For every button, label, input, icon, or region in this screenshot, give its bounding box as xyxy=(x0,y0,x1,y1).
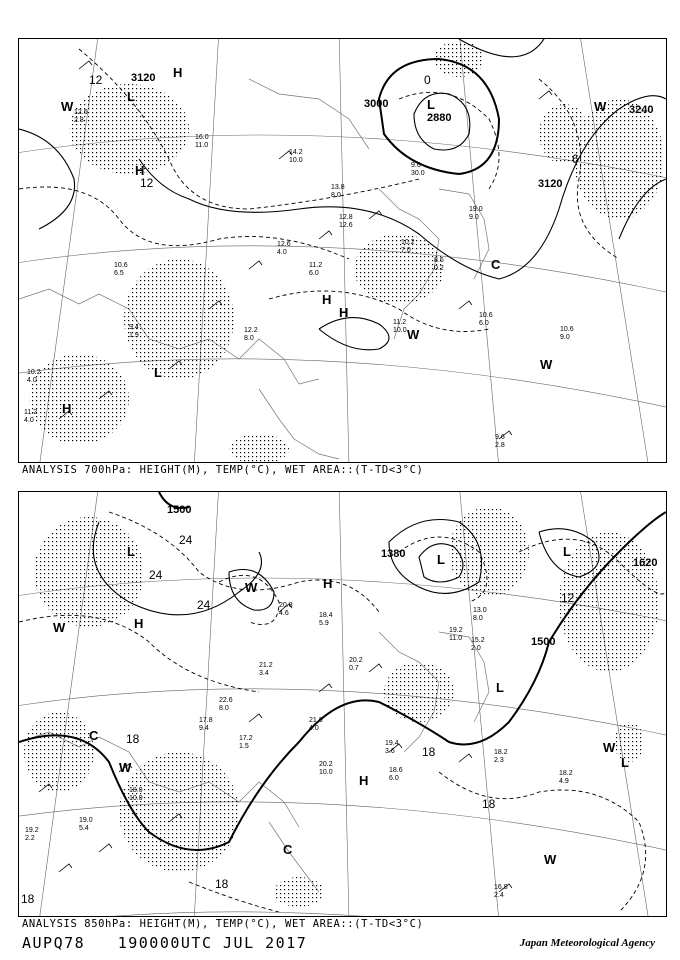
pressure-center-mark: C xyxy=(283,842,293,857)
obs-temp: 12.8 xyxy=(339,214,353,221)
obs-dewpoint-dep: 0.7 xyxy=(349,665,359,672)
height-label: 3000 xyxy=(364,98,389,110)
pressure-center-mark: W xyxy=(407,327,420,342)
obs-temp: 8.6 xyxy=(434,257,444,264)
temp-label: 12 xyxy=(561,591,575,605)
station-obs-group xyxy=(25,602,573,899)
obs-dewpoint-dep: 8.0 xyxy=(473,615,483,622)
obs-dewpoint-dep: 4.9 xyxy=(559,778,569,785)
obs-dewpoint-dep: 6.0 xyxy=(479,320,489,327)
pressure-center-mark: W xyxy=(53,620,66,635)
obs-dewpoint-dep: 9.4 xyxy=(199,725,209,732)
height-label: 3120 xyxy=(538,178,563,190)
obs-temp: 12.6 xyxy=(74,109,88,116)
pressure-center-mark: W xyxy=(544,852,557,867)
height-label: 1500 xyxy=(167,504,192,516)
height-label: 2880 xyxy=(427,112,452,124)
obs-dewpoint-dep: 2.2 xyxy=(25,835,35,842)
obs-temp: 17.2 xyxy=(239,735,253,742)
temp-label: 18 xyxy=(422,745,436,759)
pressure-center-mark: H xyxy=(135,163,145,178)
wet-areas xyxy=(29,41,664,462)
obs-temp: 20.2 xyxy=(349,657,363,664)
pressure-center-mark: C xyxy=(491,257,501,272)
obs-temp: 9.4 xyxy=(129,324,139,331)
obs-temp: 19.2 xyxy=(25,827,39,834)
temp-label: 12 xyxy=(140,176,154,190)
temp-label: 12 xyxy=(89,73,103,87)
obs-dewpoint-dep: 2.3 xyxy=(494,757,504,764)
obs-temp: 22.6 xyxy=(219,697,233,704)
obs-dewpoint-dep: 1.5 xyxy=(239,743,249,750)
obs-dewpoint-dep: 2.8 xyxy=(74,117,84,124)
obs-dewpoint-dep: 3.6 xyxy=(385,748,395,755)
pressure-center-mark: L xyxy=(621,755,629,770)
obs-dewpoint-dep: 5.4 xyxy=(79,825,89,832)
obs-dewpoint-dep: 0.2 xyxy=(434,265,444,272)
pressure-center-mark: L xyxy=(427,97,435,112)
obs-temp: 9.6 xyxy=(495,434,505,441)
pressure-center-mark: W xyxy=(603,740,616,755)
obs-temp: 11.2 xyxy=(309,262,323,269)
obs-temp: 13.8 xyxy=(331,184,345,191)
obs-dewpoint-dep: 11.0 xyxy=(195,142,209,149)
obs-temp: 21.6 xyxy=(309,717,323,724)
obs-dewpoint-dep: 4.6 xyxy=(279,610,289,617)
obs-dewpoint-dep: 10.0 xyxy=(129,795,143,802)
obs-temp: 10.2 xyxy=(27,369,41,376)
pressure-center-mark: L xyxy=(127,89,135,104)
obs-dewpoint-dep: 8.0 xyxy=(244,335,254,342)
pressure-center-mark: W xyxy=(540,357,553,372)
obs-temp: 18.2 xyxy=(559,770,573,777)
chart-700hpa xyxy=(18,38,667,463)
height-label: 1620 xyxy=(633,557,658,569)
pressure-center-mark: C xyxy=(89,728,99,743)
obs-temp: 19.2 xyxy=(449,627,463,634)
obs-dewpoint-dep: 4.0 xyxy=(309,725,319,732)
temp-label: 0 xyxy=(424,73,431,87)
obs-temp: 18.6 xyxy=(389,767,403,774)
obs-temp: 11.2 xyxy=(393,319,407,326)
obs-temp: 13.0 xyxy=(473,607,487,614)
obs-dewpoint-dep: 10.0 xyxy=(319,769,333,776)
obs-temp: 20.2 xyxy=(319,761,333,768)
obs-temp: 19.4 xyxy=(385,740,399,747)
obs-dewpoint-dep: 3.4 xyxy=(259,670,269,677)
obs-temp: 16.8 xyxy=(494,884,508,891)
height-label: 3240 xyxy=(629,104,654,116)
bulletin-code: AUPQ78 xyxy=(22,934,86,952)
obs-temp: 12.6 xyxy=(277,241,291,248)
chart-700-caption: ANALYSIS 700hPa: HEIGHT(M), TEMP(°C), WET AREA::(T-TD<3°C) xyxy=(22,464,424,476)
height-label: 3120 xyxy=(131,72,156,84)
obs-temp: 18.0 xyxy=(129,787,143,794)
obs-temp: 16.0 xyxy=(195,134,209,141)
obs-temp: 21.2 xyxy=(259,662,273,669)
pressure-center-mark: W xyxy=(594,99,607,114)
pressure-center-mark: L xyxy=(154,365,162,380)
obs-dewpoint-dep: 11.0 xyxy=(449,635,463,642)
obs-dewpoint-dep: 4.0 xyxy=(27,377,37,384)
pressure-center-mark: L xyxy=(496,680,504,695)
pressure-center-mark: H xyxy=(323,576,333,591)
obs-dewpoint-dep: 9.0 xyxy=(469,214,479,221)
obs-temp: 19.0 xyxy=(79,817,93,824)
pressure-center-mark: H xyxy=(359,773,369,788)
pressure-center-mark: H xyxy=(62,401,72,416)
height-label: 1500 xyxy=(531,636,556,648)
obs-dewpoint-dep: 5.9 xyxy=(319,620,329,627)
obs-temp: 18.2 xyxy=(494,749,508,756)
obs-dewpoint-dep: 4.0 xyxy=(24,417,34,424)
obs-temp: 14.2 xyxy=(289,149,303,156)
map-700hpa xyxy=(19,39,666,462)
chart-850hpa xyxy=(18,491,667,917)
temp-label: 24 xyxy=(179,533,193,547)
obs-temp: 19.0 xyxy=(469,206,483,213)
obs-dewpoint-dep: 10.0 xyxy=(393,327,407,334)
obs-temp: 10.2 xyxy=(401,239,415,246)
obs-dewpoint-dep: 6.0 xyxy=(389,775,399,782)
temp-label: 24 xyxy=(149,568,163,582)
agency-name: Japan Meteorological Agency xyxy=(519,937,655,949)
wind-barbs xyxy=(39,604,512,892)
pressure-center-mark: W xyxy=(245,580,258,595)
temp-label: 18 xyxy=(21,892,35,906)
obs-dewpoint-dep: 8.0 xyxy=(331,192,341,199)
obs-dewpoint-dep: 9.0 xyxy=(560,334,570,341)
pressure-center-mark: L xyxy=(437,552,445,567)
pressure-center-mark: H xyxy=(134,616,144,631)
obs-dewpoint-dep: 8.0 xyxy=(219,705,229,712)
obs-temp: 11.2 xyxy=(24,409,38,416)
obs-temp: 20.8 xyxy=(279,602,293,609)
obs-temp: 10.6 xyxy=(560,326,574,333)
valid-datetime: 190000UTC JUL 2017 xyxy=(117,934,308,952)
obs-dewpoint-dep: 1.9 xyxy=(129,332,139,339)
temp-label: 18 xyxy=(215,877,229,891)
obs-dewpoint-dep: 6.0 xyxy=(309,270,319,277)
pressure-center-mark: W xyxy=(119,760,132,775)
obs-dewpoint-dep: 7.0 xyxy=(401,247,411,254)
obs-temp: 12.2 xyxy=(244,327,258,334)
obs-dewpoint-dep: 6.5 xyxy=(114,270,124,277)
temp-label: 18 xyxy=(126,732,140,746)
obs-dewpoint-dep: 2.4 xyxy=(494,892,504,899)
pressure-center-mark: L xyxy=(563,544,571,559)
obs-temp: 10.6 xyxy=(479,312,493,319)
temp-label: 24 xyxy=(197,598,211,612)
temp-label: 6 xyxy=(572,152,579,166)
map-850hpa xyxy=(19,492,666,916)
obs-temp: 17.8 xyxy=(199,717,213,724)
height-label: 1380 xyxy=(381,548,406,560)
pressure-center-mark: H xyxy=(322,292,332,307)
pressure-center-mark: W xyxy=(61,99,74,114)
obs-temp: 18.4 xyxy=(319,612,333,619)
chart-footer xyxy=(22,934,329,952)
obs-dewpoint-dep: 30.0 xyxy=(411,170,425,177)
obs-temp: 10.6 xyxy=(114,262,128,269)
pressure-center-mark: H xyxy=(339,305,349,320)
obs-temp: 15.2 xyxy=(471,637,485,644)
obs-dewpoint-dep: 2.0 xyxy=(471,645,481,652)
obs-dewpoint-dep: 2.8 xyxy=(495,442,505,449)
obs-temp: 9.6 xyxy=(411,162,421,169)
obs-dewpoint-dep: 10.0 xyxy=(289,157,303,164)
wet-areas xyxy=(24,507,659,907)
temp-label: 18 xyxy=(482,797,496,811)
obs-dewpoint-dep: 4.0 xyxy=(277,249,287,256)
pressure-center-mark: L xyxy=(127,544,135,559)
obs-dewpoint-dep: 12.6 xyxy=(339,222,353,229)
chart-850-caption: ANALYSIS 850hPa: HEIGHT(M), TEMP(°C), WET AREA::(T-TD<3°C) xyxy=(22,918,424,930)
pressure-center-mark: H xyxy=(173,65,183,80)
